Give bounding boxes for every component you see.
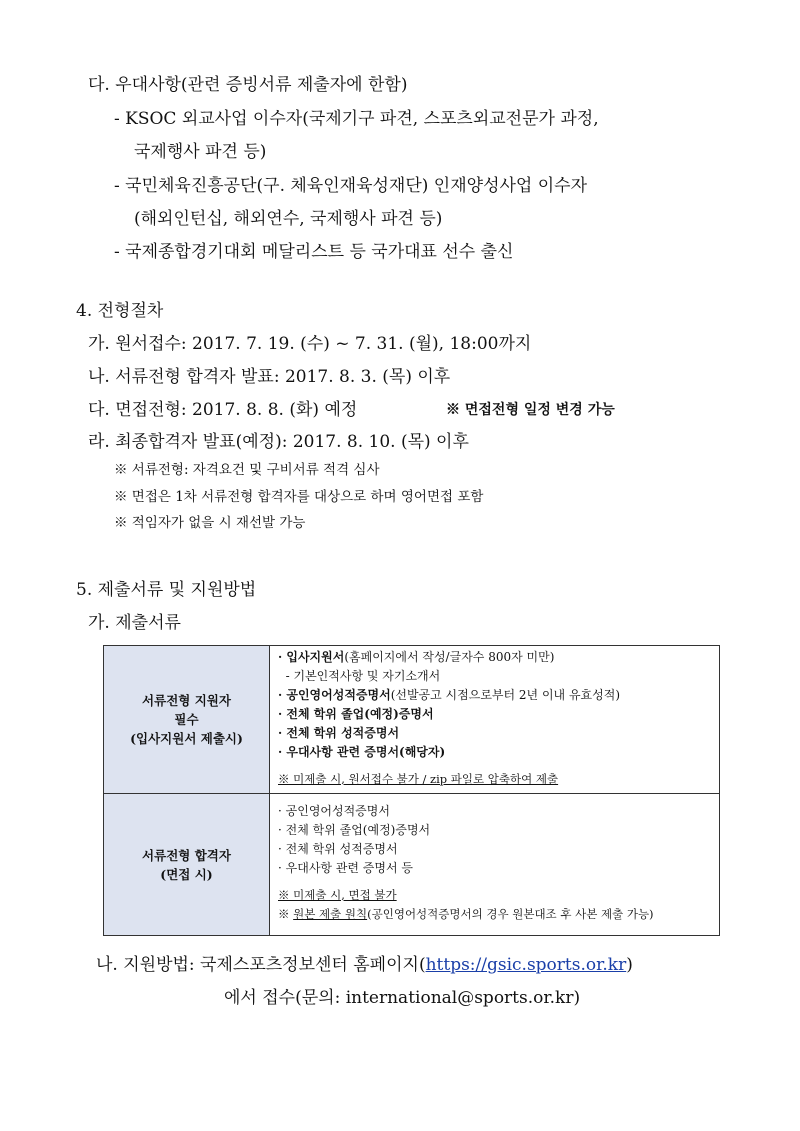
preference-item-3: - 국제종합경기대회 메달리스트 등 국가대표 선수 출신 (114, 242, 514, 262)
row-content-applicant (270, 646, 720, 794)
procedure-note-1: ※ 서류전형: 자격요건 및 구비서류 적격 심사 (114, 462, 380, 478)
passer-note-2: ※ 원본 제출 원칙(공인영어성적증명서의 경우 원본대조 후 사본 제출 가능) (278, 907, 654, 921)
label-line: (면접 시) (160, 866, 213, 882)
list-item: · 우대사항 관련 증명서 등 (278, 861, 413, 875)
row-content-passer (270, 794, 720, 936)
row-label-passer (104, 794, 270, 936)
label-line: 필수 (174, 712, 199, 727)
application-method (96, 953, 633, 977)
gsic-homepage-link[interactable]: https://gsic.sports.or.kr (425, 955, 627, 975)
label-line: 서류전형 합격자 (142, 847, 231, 863)
method-prefix: 나. 지원방법: 국제스포츠정보센터 홈페이지( (96, 955, 426, 975)
preference-item-2-cont: (해외인턴십, 해외연수, 국제행사 파견 등) (134, 209, 443, 229)
procedure-step-2: 나. 서류전형 합격자 발표: 2017. 8. 3. (목) 이후 (88, 367, 451, 387)
applicant-note: ※ 미제출 시, 원서접수 불가 / zip 파일로 압축하여 제출 (278, 772, 559, 786)
list-item: · 공인영어성적증명서(선발공고 시점으로부터 2년 이내 유효성적) (278, 688, 621, 702)
application-method-contact: 에서 접수(문의: international@sports.or.kr) (224, 988, 581, 1008)
method-suffix: ) (626, 955, 633, 975)
list-item: · 전체 학위 성적증명서 (278, 726, 400, 740)
procedure-note-3: ※ 적임자가 없을 시 재선발 가능 (114, 515, 306, 531)
list-item: · 전체 학위 졸업(예정)증명서 (278, 823, 431, 837)
procedure-step-3: 다. 면접전형: 2017. 8. 8. (화) 예정 (88, 400, 358, 420)
list-item: · 입사지원서(홈페이지에서 작성/글자수 800자 미만) (278, 650, 555, 664)
table-row (104, 794, 720, 936)
procedure-step-4: 라. 최종합격자 발표(예정): 2017. 8. 10. (목) 이후 (88, 432, 469, 452)
row-label-applicant (104, 646, 270, 794)
procedure-title: 4. 전형절차 (76, 301, 164, 321)
list-item: · 전체 학위 졸업(예정)증명서 (278, 707, 434, 721)
preference-item-1-cont: 국제행사 파견 등) (134, 142, 267, 162)
required-documents-table (103, 645, 720, 936)
preference-item-1: - KSOC 외교사업 이수자(국제기구 파견, 스포츠외교전문가 과정, (114, 109, 599, 129)
list-item: · 공인영어성적증명서 (278, 804, 390, 818)
procedure-step-1: 가. 원서접수: 2017. 7. 19. (수) ~ 7. 31. (월), 18:00까지 (88, 334, 532, 354)
preference-title: 다. 우대사항(관련 증빙서류 제출자에 한함) (88, 75, 408, 95)
label-line: (입사지원서 제출시) (130, 731, 243, 746)
submission-subtitle: 가. 제출서류 (88, 613, 181, 633)
list-item: - 기본인적사항 및 자기소개서 (278, 669, 441, 683)
list-item: · 우대사항 관련 증명서(해당자) (278, 745, 446, 759)
submission-title: 5. 제출서류 및 지원방법 (76, 580, 257, 600)
passer-note-1: ※ 미제출 시, 면접 불가 (278, 888, 397, 902)
procedure-note-2: ※ 면접은 1차 서류전형 합격자를 대상으로 하며 영어면접 포함 (114, 489, 484, 505)
list-item: · 전체 학위 성적증명서 (278, 842, 398, 856)
interview-schedule-notice: ※ 면접전형 일정 변경 가능 (446, 402, 615, 418)
label-line: 서류전형 지원자 (142, 693, 231, 708)
table-row (104, 646, 720, 794)
preference-item-2: - 국민체육진흥공단(구. 체육인재육성재단) 인재양성사업 이수자 (114, 176, 587, 196)
